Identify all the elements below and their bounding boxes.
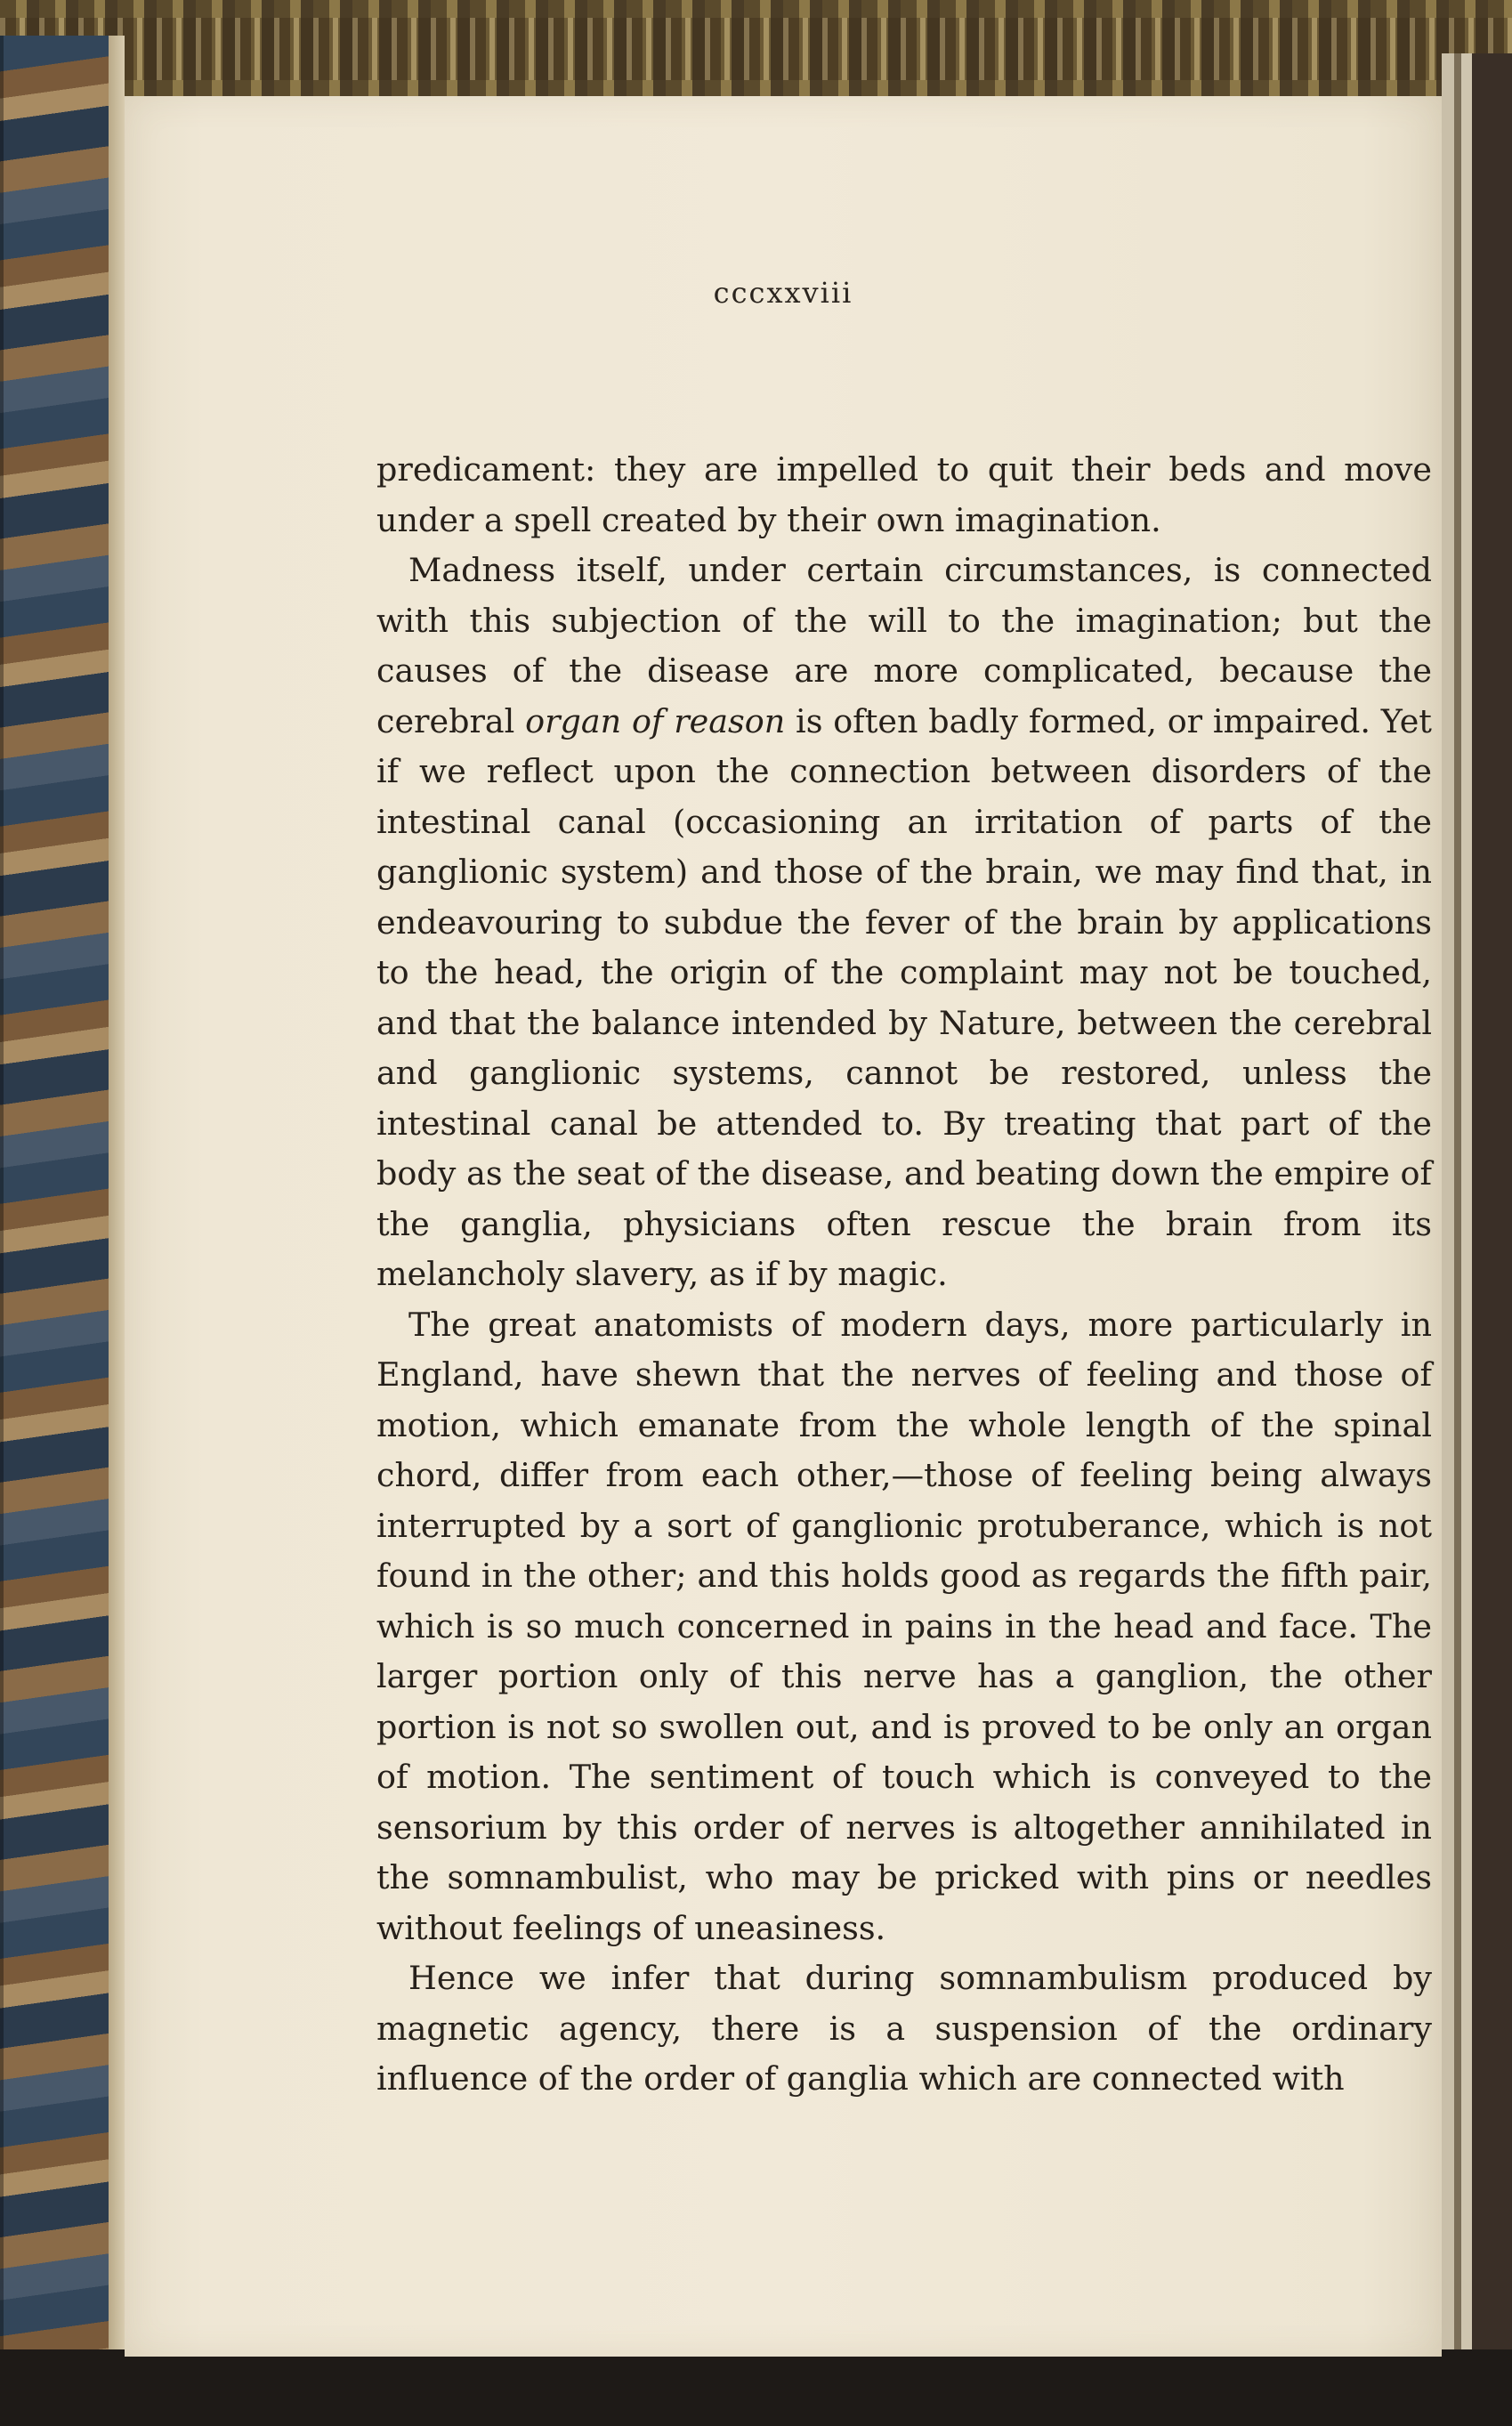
paragraph-text-segment: predicament: they are impelled to quit their beds and move under a spell created by their own imagination.: [376, 450, 1432, 539]
paragraph-p2: [376, 546, 1432, 1300]
paragraph-text-segment: The great anatomists of modern days, more particularly in England, have shewn that the nerves of feeling and those of motion, which emanate from the whole length of the spinal chord, differ from each other,—those of feeling being always interrupted by a sort of ganglionic protuberance, which is not found in the other; and this holds good as regards the fifth pair, which is so much concerned in pains in the head and face. The larger portion only of this nerve has a ganglion, the other portion is not so swollen out, and is proved to be only an organ of motion. The sentiment of touch which is conveyed to the sensorium by this order of nerves is altogether annihilated in the somnambulist, who may be pricked with pins or needles without feelings of uneasiness.: [376, 1305, 1432, 1947]
book-page: [125, 96, 1442, 2357]
paragraph-text-segment: organ of reason: [525, 701, 786, 740]
paragraph-p1: [376, 445, 1432, 546]
paragraph-text-segment: Hence we infer that during somnambulism produced by magnetic agency, there is a suspension of the ordinary influence of the order of ganglia which are connected with: [376, 1959, 1432, 2098]
paragraph-text-segment: Madness itself, under certain circumstances, is connected with this subjection of the will to the imagination; but the causes of the disease are more complicated, because the cerebral: [376, 551, 1432, 740]
book-top-edge: [0, 0, 1512, 98]
body-text: [376, 445, 1432, 2105]
paragraph-p4: [376, 1953, 1432, 2105]
background-bottom: [0, 2349, 1512, 2426]
book-right-edge: [1442, 53, 1512, 2367]
paragraph-text-segment: is often badly formed, or impaired. Yet if we reflect upon the connection between disorders of the intestinal canal (occasioning an irritation of parts of the ganglionic system) and those of the brain, we may find that, in endeavouring to subdue the fever of the brain by applications to the head, the origin of the complaint may not be touched, and that the balance intended by Nature, between the cerebral and ganglionic systems, cannot be restored, unless the intestinal canal be attended to. By treating that part of the body as the seat of the disease, and beating down the empire of the ganglia, physicians often rescue the brain from its melancholy slavery, as if by magic.: [376, 701, 1432, 1293]
paragraph-p3: [376, 1300, 1432, 1954]
page-number: cccxxviii: [713, 276, 853, 310]
marbled-book-edge: [0, 36, 125, 2403]
